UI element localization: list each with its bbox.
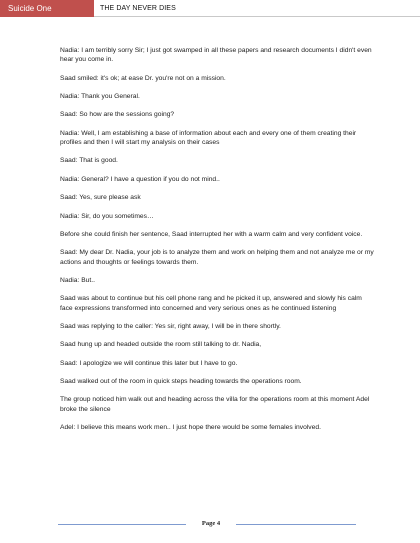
paragraph: Saad walked out of the room in quick steps heading towards the operations room. (60, 378, 302, 386)
paragraph: Saad hung up and headed outside the room still talking to dr. Nadia, (60, 341, 262, 349)
paragraph: Before she could finish her sentence, Saad interrupted her with a warm calm and very confident voice. (60, 230, 363, 238)
page-number: Page 4 (201, 520, 221, 527)
paragraph: Saad: I apologize we will continue this later but I have to go. (60, 359, 238, 367)
footer-rule-right (236, 524, 356, 525)
book-tag: Suicide One (0, 0, 94, 17)
paragraph: Saad: So how are the sessions going? (60, 111, 175, 119)
paragraph: Adel: I believe this means work men.. I just hope there would be some females involved. (60, 424, 321, 432)
paragraph: Nadia: Thank you General. (60, 92, 140, 100)
paragraph: Saad: Yes, sure please ask (60, 194, 141, 202)
page-header (0, 0, 420, 17)
paragraph: Saad was about to continue but his cell phone rang and he picked it up, answered and slowly his calm face expressions transformed into concerned and very serious ones as he continued listening (60, 295, 362, 312)
running-title: THE DAY NEVER DIES (100, 5, 176, 12)
paragraph: Nadia: I am terribly sorry Sir; I just got swamped in all these papers and research documents I didn't even hear you come in. (60, 47, 372, 64)
paragraph: Nadia: General? I have a question if you do not mind.. (60, 175, 220, 183)
header-rule (94, 16, 420, 17)
paragraph: Saad was replying to the caller: Yes sir, right away, I will be in there shortly. (60, 322, 281, 330)
paragraph: Nadia: Well, I am establishing a base of information about each and every one of them creating their profiles and then I will start my analysis on their cases (60, 129, 357, 146)
paragraph: Saad smiled: it's ok; at ease Dr. you're not on a mission. (60, 74, 226, 82)
paragraph: Nadia: Sir, do you sometimes… (60, 212, 154, 220)
paragraph: Nadia: But.. (60, 276, 95, 284)
paragraph: Saad: My dear Dr. Nadia, your job is to analyze them and work on helping them and not analyze me or my actions and thoughts or feelings towards them. (60, 249, 374, 266)
paragraph: The group noticed him walk out and heading across the villa for the operations room at this moment Adel broke the silence (60, 396, 370, 413)
paragraph: Saad: That is good. (60, 157, 118, 165)
footer-rule-left (58, 524, 186, 525)
page-body (60, 46, 376, 441)
